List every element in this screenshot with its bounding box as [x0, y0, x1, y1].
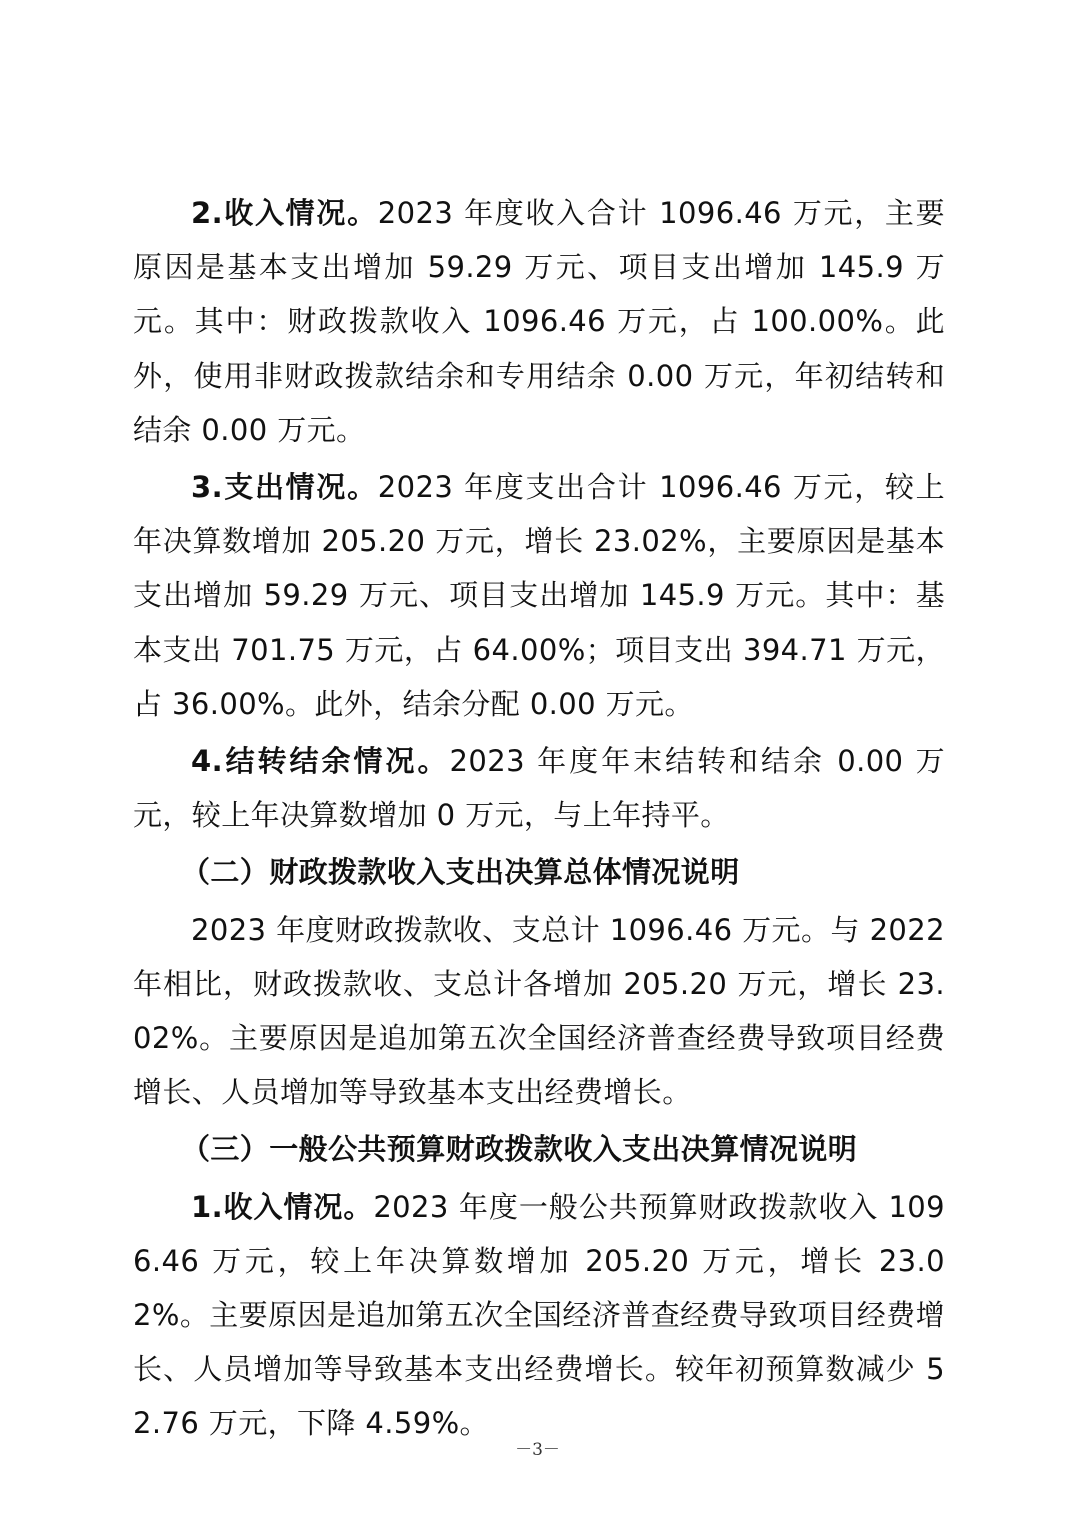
paragraph-text: 2023 年度支出合计 1096.46 万元，较上年决算数增加 205.20 万元，增长 23.02%，主要原因是基本支出增加 59.29 万元、项目支出增加 145.9 万元。其中：基本支出 701.75 万元，占 64.00%；项目支出 394.71 万元，占 36.00%。此外，结余分配 0.00 万元。	[133, 470, 945, 721]
paragraph-lead: 4.结转结余情况。	[191, 744, 450, 779]
paragraph-text: 2023 年度年末结转和结余 0.00 万元，较上年决算数增加 0 万元，与上年持平。	[133, 744, 946, 833]
paragraph-carryover	[133, 734, 945, 842]
paragraph-lead: 2.收入情况。	[191, 196, 378, 230]
paragraph-general-income	[133, 1180, 945, 1451]
paragraph-lead: 3.支出情况。	[191, 470, 378, 505]
paragraph-fiscal-total	[133, 903, 945, 1120]
paragraph-text: 2023 年度收入合计 1096.46 万元，主要原因是基本支出增加 59.29 万元、项目支出增加 145.9 万元。其中：财政拨款收入 1096.46 万元，占 100.00%。此外，使用非财政拨款结余和专用结余 0.00 万元，年初结转和结余 0.00 万元。	[133, 196, 945, 447]
page-number: －3－	[515, 1440, 560, 1460]
paragraph-income	[133, 186, 945, 457]
paragraph-lead: 1.收入情况。	[191, 1189, 374, 1224]
paragraph-text: 2023 年度财政拨款收、支总计 1096.46 万元。与 2022 年相比，财政拨款收、支总计各增加 205.20 万元，增长 23.02%。主要原因是追加第五次全国经济普查经费导致项目经费增长、人员增加等导致基本支出经费增长。	[133, 912, 945, 1110]
paragraph-text: 2023 年度一般公共预算财政拨款收入 1096.46 万元，较上年决算数增加 205.20 万元，增长 23.02%。主要原因是追加第五次全国经济普查经费导致项目经费增长、人员增加等导致基本支出经费增长。较年初预算数减少 52.76 万元，下降 4.59%。	[133, 1189, 945, 1441]
document-body	[133, 186, 945, 1454]
section-heading-2: （二）财政拨款收入支出决算总体情况说明	[181, 855, 740, 890]
paragraph-expenditure	[133, 460, 945, 731]
section-heading-3: （三）一般公共预算财政拨款收入支出决算情况说明	[181, 1132, 858, 1167]
